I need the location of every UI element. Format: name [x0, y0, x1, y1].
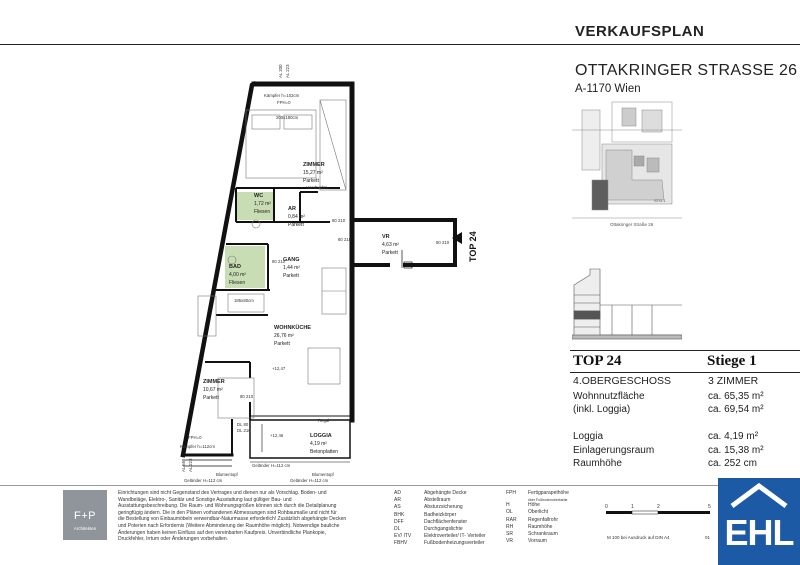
- room-floor: Betonplatten: [310, 449, 339, 455]
- legend-key: EV/ ITV: [394, 533, 412, 540]
- legend-value: Schrankraum: [528, 530, 558, 537]
- elevation-image: [572, 265, 682, 340]
- legend-key: H: [506, 502, 510, 509]
- info-label: Loggia: [573, 431, 604, 442]
- room-floor: Parkett: [203, 395, 219, 401]
- legend-value: Durchgangslichte: [424, 525, 463, 532]
- legend-value: Absturzsicherung: [424, 504, 463, 511]
- disclaimer-line: und Poterien nach Erfordernis (Weitere Abminderung der Raumhöhe möglich). Notwendige bauliche: [118, 522, 340, 529]
- page-number: 01: [705, 535, 711, 540]
- legend-value: Dachflächenfenster: [424, 518, 468, 525]
- site-plan-caption: Ottakringer Straße 26: [610, 222, 654, 227]
- room-area: 4,63 m²: [382, 242, 399, 248]
- info-row: [573, 391, 793, 403]
- disclaimer-line: Änderungen haben keinen Einfluss auf den vereinbarten Kaufpreis. Unverbindliche Plankopie,: [118, 529, 326, 536]
- legend-row: [394, 526, 504, 533]
- scale-tick: 2: [657, 504, 660, 510]
- legend-row: [506, 502, 596, 509]
- footer-rule: [0, 485, 718, 486]
- dl-label: DL 216: [237, 428, 251, 433]
- info-label: (inkl. Loggia): [573, 404, 631, 415]
- dl-label: DL 80: [237, 422, 249, 427]
- blumentopf-label: Blumentopf: [312, 472, 334, 477]
- unit-top: TOP 24: [573, 353, 622, 369]
- disclaimer-line: Einrichtungen sind nicht Gegenstand des Vertrages und dienen nur als Vorschlag. Boden- und: [118, 490, 327, 496]
- legend-value: über Fußbodenoberkante: [528, 498, 568, 503]
- info-row: [573, 431, 793, 443]
- room-name: BAD: [229, 264, 241, 270]
- room-name: GANG: [283, 257, 300, 263]
- level-label: +12,47: [272, 366, 286, 371]
- fp-logo-subtext: Architekten: [73, 526, 97, 531]
- room-floor: Parkett: [274, 341, 290, 347]
- regal-label: Regal: [318, 418, 330, 423]
- room-floor: Fliesen: [254, 209, 271, 215]
- info-label: Raumhöhe: [573, 458, 622, 469]
- al-label: AL 55: [181, 460, 186, 472]
- postal-address: A-1170 Wien: [575, 83, 641, 95]
- legend-value: Fußbodenheizungsverteiler: [424, 540, 485, 547]
- door-label: 80 210: [240, 394, 254, 399]
- room-floor: Parkett: [382, 250, 398, 256]
- level-label: +12,46: [270, 433, 284, 438]
- scale-note: M 100 bei Ausdruck auf DIN A4: [607, 535, 670, 540]
- info-row: [573, 458, 793, 470]
- info-value: ca. 252 cm: [708, 458, 757, 469]
- legend-row: [394, 540, 504, 547]
- bed-size-label: 200x180cm: [276, 115, 299, 120]
- legend-key: VR: [506, 538, 513, 545]
- disclaimer-line: Wandbeläge, Elektro-, Sanitär und Sonstige Ausstattung laut gültiger Bau- und: [118, 496, 292, 503]
- legend-value: Elektroverteiler/ IT- Verteiler: [424, 533, 486, 540]
- bath-size-label: 185x80cm: [234, 298, 254, 303]
- legend-row: [506, 509, 596, 516]
- floor-plan: [170, 55, 490, 485]
- scale-tick: 1: [631, 504, 634, 510]
- disclaimer-line: Druckfehler, Irrtum oder Änderungen vorbehalten.: [118, 536, 229, 543]
- legend-key: RAR: [506, 516, 517, 523]
- legend-value: Vorraum: [528, 538, 547, 545]
- info-value: ca. 65,35 m²: [708, 391, 764, 402]
- al-label: AL 223: [285, 64, 290, 78]
- room-area: 1,44 m²: [283, 265, 300, 271]
- legend-row: [394, 490, 504, 497]
- legend-value: Abgehängte Decke: [424, 490, 467, 496]
- scale-tick: 0: [605, 504, 608, 510]
- legend-key: AD: [394, 490, 401, 496]
- legend-key: DL: [394, 525, 401, 532]
- legend-value: Badheizkörper: [424, 511, 457, 518]
- legend-row: [506, 538, 596, 545]
- gelaender-label: Geländer H=112 cm: [290, 478, 329, 483]
- disclaimer-line: geringfügig ändern. Die in den Plänen vorhandenen Abmessungen sind Rohbaumaße und nicht für: [118, 509, 337, 516]
- door-label: 80 210: [338, 237, 352, 242]
- gelaender-label: Geländer H=112 cm: [184, 478, 223, 483]
- al-label: AL 223: [188, 458, 193, 472]
- unit-stiege: Stiege 1: [707, 353, 757, 369]
- info-label: Wohnnutzfläche: [573, 391, 645, 402]
- handtuch-label: Handtuchtr.: [306, 185, 328, 190]
- unit-rule-mid: [570, 372, 800, 373]
- legend-value: Regenfallrohr: [528, 516, 559, 523]
- room-floor: Parkett: [303, 178, 319, 184]
- info-row: [573, 445, 793, 457]
- ehl-logo-text: EHL: [724, 512, 794, 553]
- info-value: ca. 4,19 m²: [708, 431, 759, 442]
- legend-row: [394, 533, 504, 540]
- room-name: ZIMMER: [303, 162, 325, 168]
- legend-key: OL: [506, 509, 513, 516]
- kaempfer-bottom-label: Kämpfer h=112cm: [180, 444, 215, 449]
- kaempfer-top-label: Kämpfer h=102cm: [264, 93, 300, 98]
- unit-floor-row: [573, 375, 793, 387]
- room-name: AR: [288, 206, 296, 212]
- info-value: ca. 15,38 m²: [708, 445, 764, 456]
- legend-value: Fertigparapethöhe: [528, 490, 569, 496]
- fp-logo: [63, 490, 107, 540]
- plan-title: VERKAUFSPLAN: [575, 23, 705, 40]
- room-floor: Parkett: [288, 222, 304, 228]
- room-name: WOHNKÜCHE: [274, 325, 311, 331]
- al-label: AL 200: [278, 64, 283, 78]
- door-label: 80 210: [332, 218, 346, 223]
- legend-key: FPH: [506, 490, 516, 496]
- room-name: LOGGIA: [310, 433, 332, 439]
- gelaender-label: Geländer H=112 cm: [252, 463, 291, 468]
- legend-key: AR: [394, 497, 401, 504]
- legend-key: FBHV: [394, 540, 408, 547]
- legend-col-1: [394, 490, 504, 548]
- room-name: ZIMMER: [203, 379, 225, 385]
- fph-top-label: FPH=0: [277, 100, 291, 105]
- room-area: 15,27 m²: [303, 170, 323, 176]
- info-value: ca. 69,54 m²: [708, 404, 764, 415]
- legend-key: RH: [506, 523, 514, 530]
- unit-floor: 4.OBERGESCHOSS: [573, 375, 672, 387]
- room-area: 0,84 m²: [288, 214, 305, 220]
- plan-top-label: TOP 24: [468, 231, 478, 262]
- room-area: 1,72 m²: [254, 201, 271, 207]
- legend-key: AS: [394, 504, 401, 511]
- door-label: 80 210: [272, 259, 286, 264]
- room-name: VR: [382, 234, 390, 240]
- legend-value: Oberlicht: [528, 509, 549, 516]
- legend-row: [506, 531, 596, 538]
- address: OTTAKRINGER STRASSE 26: [575, 62, 798, 79]
- room-floor: Parkett: [283, 273, 299, 279]
- legend-key: DFF: [394, 518, 404, 525]
- ehl-logo: [718, 478, 800, 565]
- legend-key: SR: [506, 530, 513, 537]
- fp-logo-text: F+P: [74, 510, 96, 522]
- site-plan-image: [572, 100, 682, 250]
- unit-rooms: 3 ZIMMER: [708, 375, 759, 387]
- legend-row: [394, 497, 504, 504]
- legend-row: [506, 524, 596, 531]
- site-plan-stg: STG 1: [654, 198, 666, 203]
- door-label: 80 210: [436, 240, 450, 245]
- unit-rule-top: [570, 350, 800, 351]
- room-area: 26,76 m²: [274, 333, 294, 339]
- blumentopf-label: Blumentopf: [216, 472, 238, 477]
- legend-col-2: [506, 490, 596, 545]
- room-floor: Fliesen: [229, 280, 246, 286]
- disclaimer: [118, 490, 403, 543]
- room-area: 10,67 m²: [203, 387, 223, 393]
- room-name: WC: [254, 193, 264, 199]
- disclaimer-line: die Bestellung von Einbaumöbeln verwendbar-Naturmasse erforderlich! Zusätzlich abgehängte Decken: [118, 516, 347, 523]
- info-label: Einlagerungsraum: [573, 445, 655, 456]
- info-row: [573, 404, 793, 416]
- legend-row: [394, 519, 504, 526]
- legend-row: [506, 517, 596, 524]
- disclaimer-line: Ausstattungsbeschreibung. Die Raum- und Wohnungsgrößen können sich durch die Detailplanung: [118, 503, 337, 510]
- fph-bottom-label: FPH=0: [188, 435, 202, 440]
- legend-row: [394, 512, 504, 519]
- legend-value: Höhe: [528, 502, 540, 509]
- scale-bar: [600, 498, 718, 528]
- header-rule: [0, 44, 800, 45]
- legend-value: Abstellraum: [424, 497, 451, 504]
- legend-row: [506, 490, 596, 497]
- room-area: 4,19 m²: [310, 441, 327, 447]
- legend-key: BHK: [394, 511, 405, 518]
- scale-tick: 5: [708, 504, 711, 510]
- legend-row: [394, 504, 504, 511]
- legend-value: Raumhöhe: [528, 523, 553, 530]
- room-area: 4,00 m²: [229, 272, 246, 278]
